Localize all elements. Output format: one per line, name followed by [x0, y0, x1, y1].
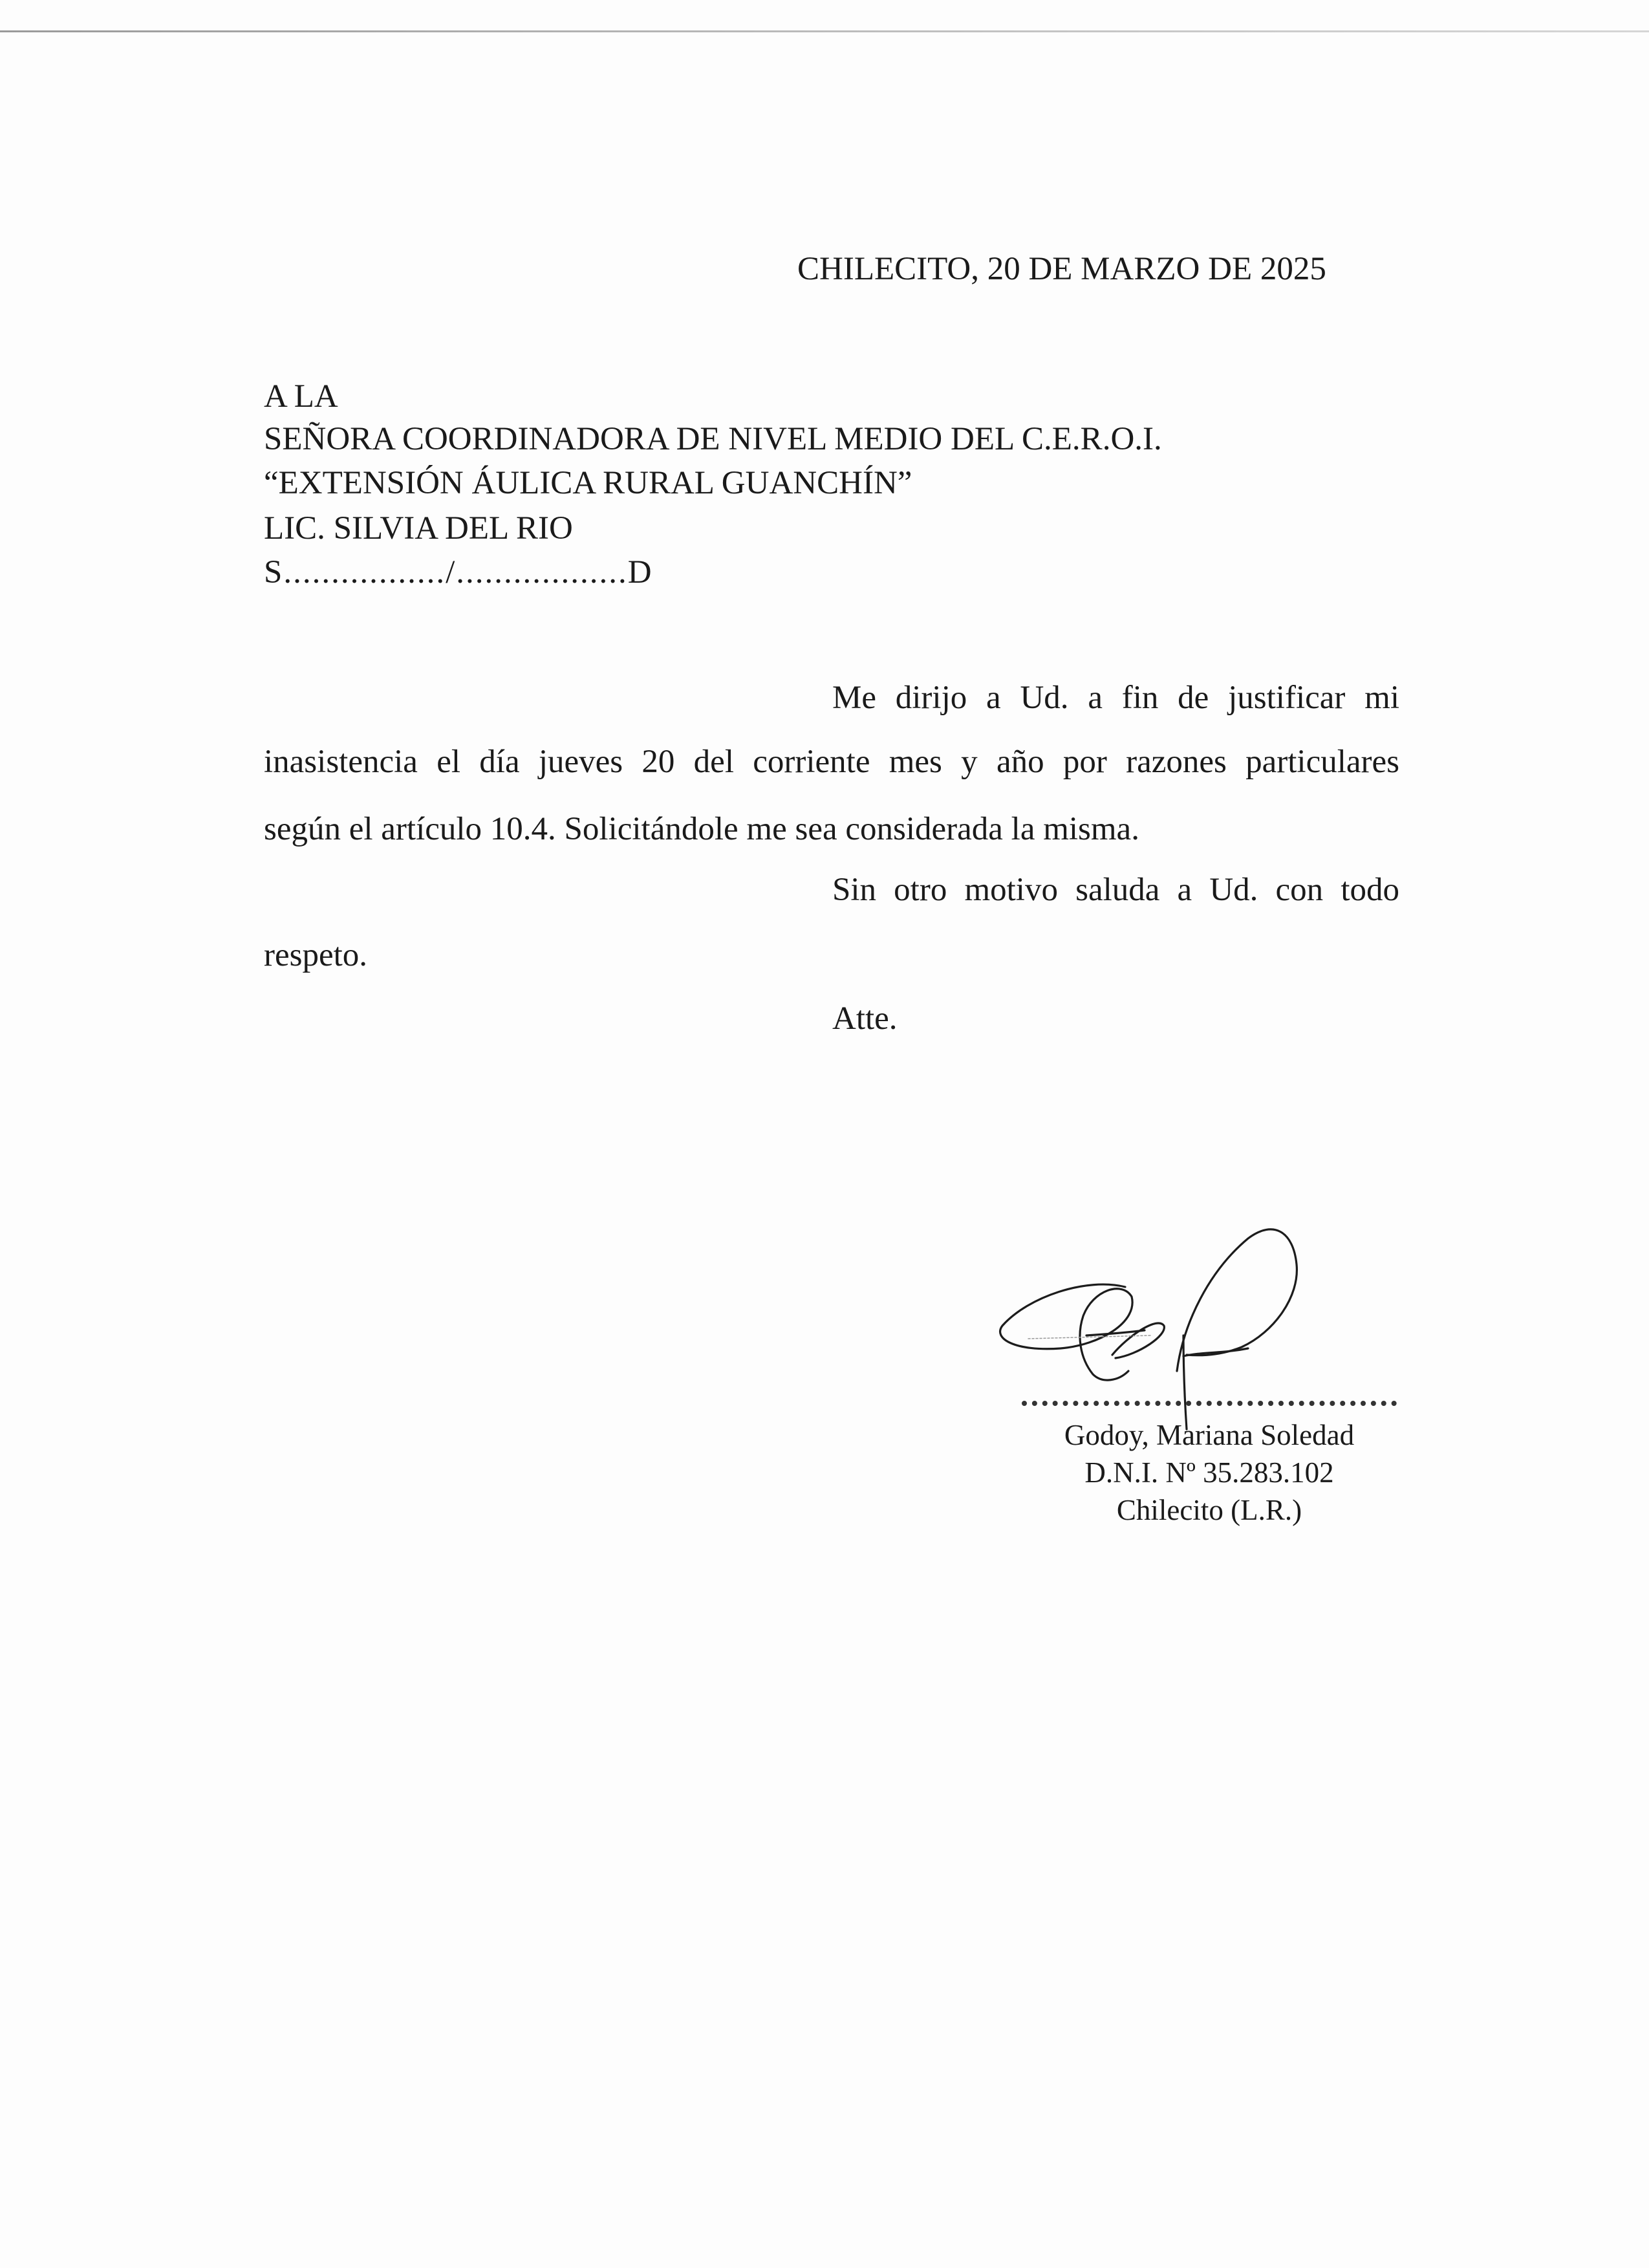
signature-dotted-line	[1022, 1396, 1397, 1406]
signer-location: Chilecito (L.R.)	[1116, 1494, 1302, 1526]
recipient-salutation-line: S................./..................D	[264, 554, 653, 590]
closing-line: Atte.	[832, 1000, 898, 1037]
signer-dni: D.N.I. Nº 35.283.102	[1084, 1456, 1334, 1489]
recipient-line-3: “EXTENSIÓN ÁULICA RURAL GUANCHÍN”	[264, 465, 912, 501]
body-paragraph-1-line-3: según el artículo 10.4. Solicitándole me sea considerada la misma.	[264, 811, 1139, 847]
body-paragraph-2-line-2: respeto.	[264, 937, 368, 973]
recipient-line-1: A LA	[264, 378, 338, 415]
date-line: CHILECITO, 20 DE MARZO DE 2025	[797, 251, 1326, 287]
signer-name: Godoy, Mariana Soledad	[1064, 1419, 1355, 1451]
body-paragraph-2-line-1: Sin otro motivo saluda a Ud. con todo	[832, 872, 1399, 908]
recipient-line-4: LIC. SILVIA DEL RIO	[264, 510, 573, 546]
top-scan-rule	[0, 30, 1649, 32]
signer-block	[1028, 1416, 1390, 1529]
body-paragraph-1-line-1: Me dirijo a Ud. a fin de justificar mi	[832, 680, 1399, 716]
body-paragraph-1-line-2: inasistencia el día jueves 20 del corriente mes y año por razones particulares	[264, 744, 1399, 780]
recipient-line-2: SEÑORA COORDINADORA DE NIVEL MEDIO DEL C.E.R.O.I.	[264, 421, 1162, 457]
